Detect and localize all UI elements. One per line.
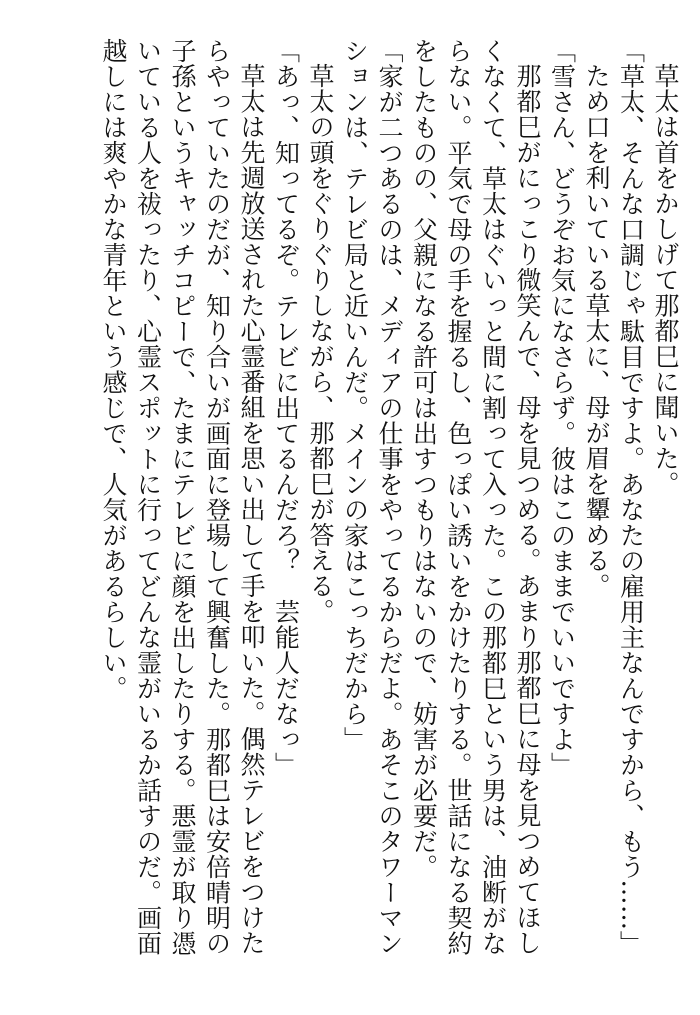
dialogue-paragraph: 「あっ、知ってるぞ。テレビに出てるんだろ？ 芸能人だなっ」 — [271, 38, 301, 778]
dialogue-paragraph: 「家が二つあるのは、メディアの仕事をやってるからだよ。あそこのタワーマンションは、テレビ局と近いんだ。メインの家はこっちだから」 — [340, 38, 404, 956]
dialogue-paragraph: 「草太、そんな口調じゃ駄目ですよ。あなたの雇用主なんですから、もう……」 — [616, 38, 646, 956]
narration-paragraph: 那都巳がにっこり微笑んで、母を見つめる。あまり那都巳に母を見つめてほしくなくて、草太はぐいっと間に割って入った。この那都巳という男は、油断がならない。平気で母の手を握るし、色っぽい誘いをかけたりする。世話になる契約をしたものの、父親になる許可は出すつもりはないので、妨害が必要だ。 — [409, 38, 542, 956]
narration-paragraph: 草太の頭をぐりぐりしながら、那都巳が答える。 — [306, 63, 335, 624]
dialogue-paragraph: 「雪さん、どうぞお気になさらず。彼はこのままでいいですよ」 — [547, 38, 577, 778]
narration-paragraph: ため口を利いている草太に、母が眉を顰める。 — [582, 63, 611, 599]
vertical-text-body — [12, 38, 682, 978]
narration-paragraph: 草太は先週放送された心霊番組を思い出して手を叩いた。偶然テレビをつけたらやっていたのだが、知り合いが画面に登場して興奮した。那都巳は安倍晴明の子孫というキャッチコピーで、たまにテレビに顔を出したりする。悪霊が取り憑いている人を祓ったり、心霊スポットに行ってどんな霊がいるか話すのだ。画面越しには爽やかな青年という感じで、人気があるらしい。 — [99, 38, 266, 956]
narration-paragraph: 草太は首をかしげて那都巳に聞いた。 — [651, 63, 680, 497]
